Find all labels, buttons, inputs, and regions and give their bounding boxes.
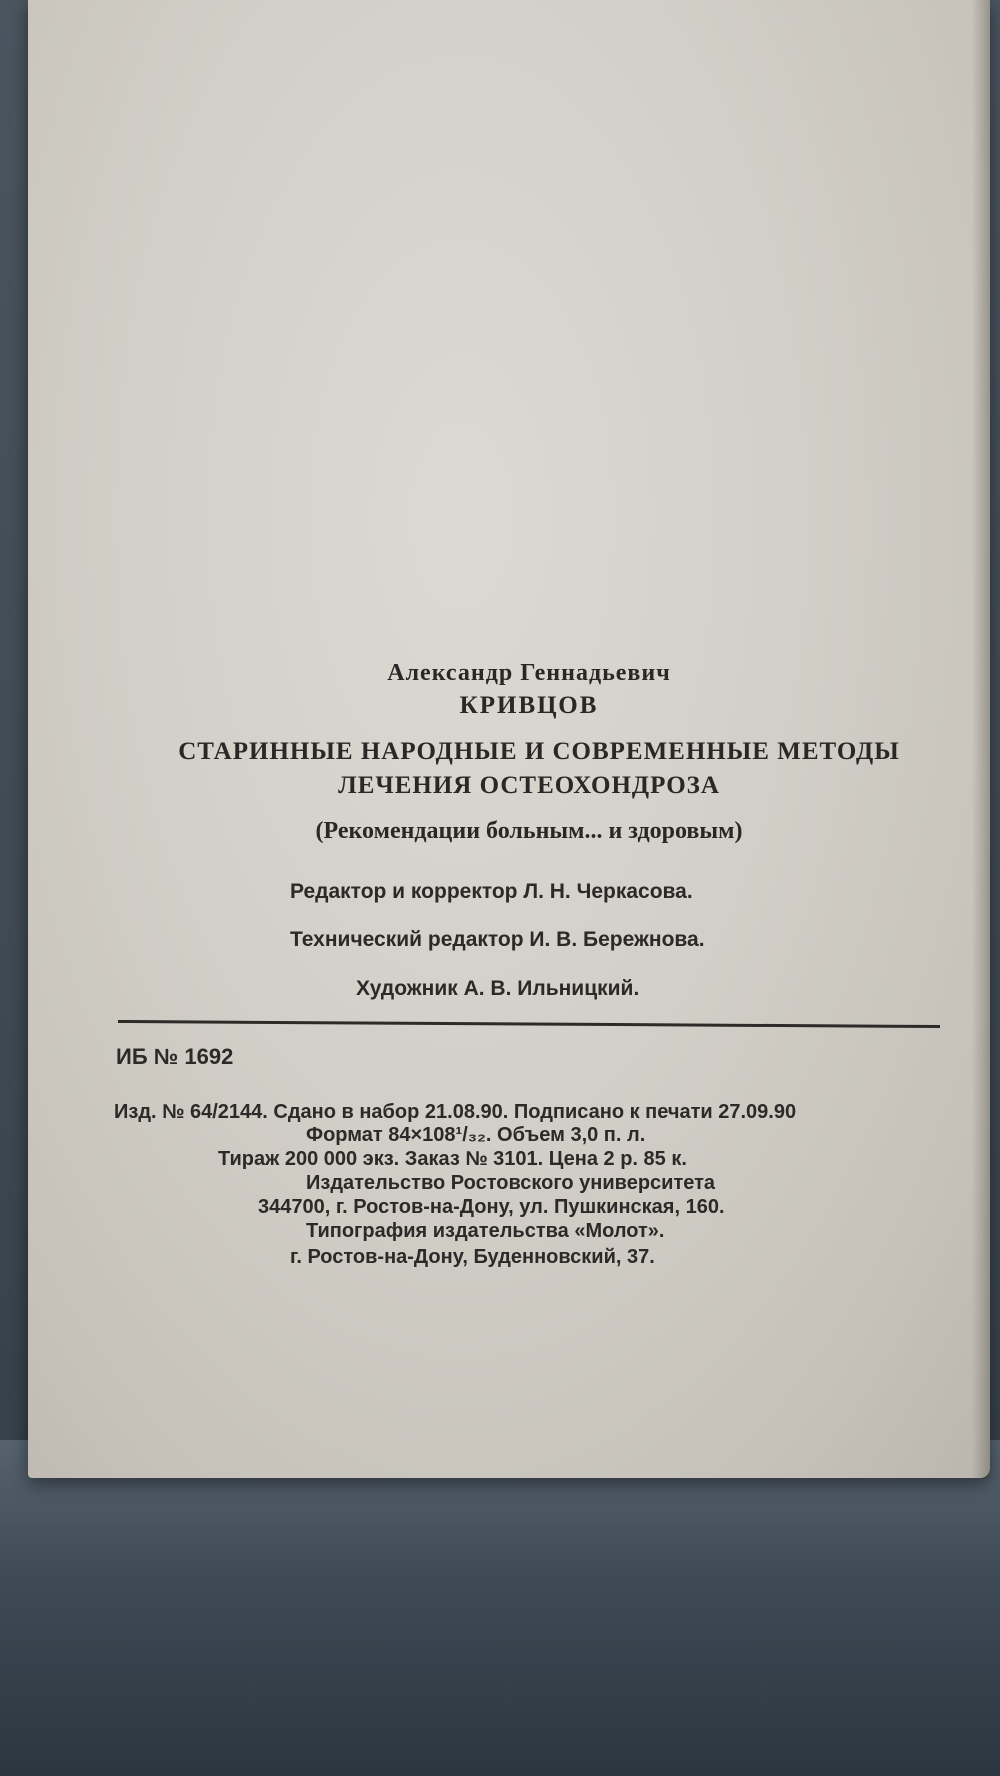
book-title-line-1: СТАРИННЫЕ НАРОДНЫЕ И СОВРЕМЕННЫЕ МЕТОДЫ	[178, 738, 900, 765]
imprint-page-content	[28, 0, 990, 1478]
ib-number: ИБ № 1692	[116, 1044, 234, 1069]
credit-editor: Редактор и корректор Л. Н. Черкасова.	[290, 880, 693, 903]
imprint-line-6: Типография издательства «Молот».	[306, 1220, 665, 1242]
credit-technical-editor: Технический редактор И. В. Бережнова.	[290, 928, 705, 951]
author-name: Александр Геннадьевич	[387, 660, 671, 686]
imprint-line-4: Издательство Ростовского университета	[306, 1172, 716, 1194]
imprint-line-7: г. Ростов-на-Дону, Буденновский, 37.	[290, 1246, 655, 1268]
imprint-line-2: Формат 84×108¹/₃₂. Объем 3,0 п. л.	[306, 1124, 646, 1146]
horizontal-rule	[118, 1020, 940, 1028]
credit-artist: Художник А. В. Ильницкий.	[356, 977, 640, 1000]
imprint-line-5: 344700, г. Ростов-на-Дону, ул. Пушкинская, 160.	[258, 1196, 725, 1218]
book-subtitle: (Рекомендации больным... и здоровым)	[315, 818, 743, 844]
desk-surface	[0, 1440, 1000, 1776]
author-surname: КРИВЦОВ	[459, 692, 599, 719]
book-page	[28, 0, 990, 1478]
book-title-line-2: ЛЕЧЕНИЯ ОСТЕОХОНДРОЗА	[338, 772, 720, 799]
imprint-line-1: Изд. № 64/2144. Сдано в набор 21.08.90. Подписано к печати 27.09.90	[114, 1101, 797, 1123]
imprint-line-3: Тираж 200 000 экз. Заказ № 3101. Цена 2 р. 85 к.	[218, 1148, 687, 1170]
